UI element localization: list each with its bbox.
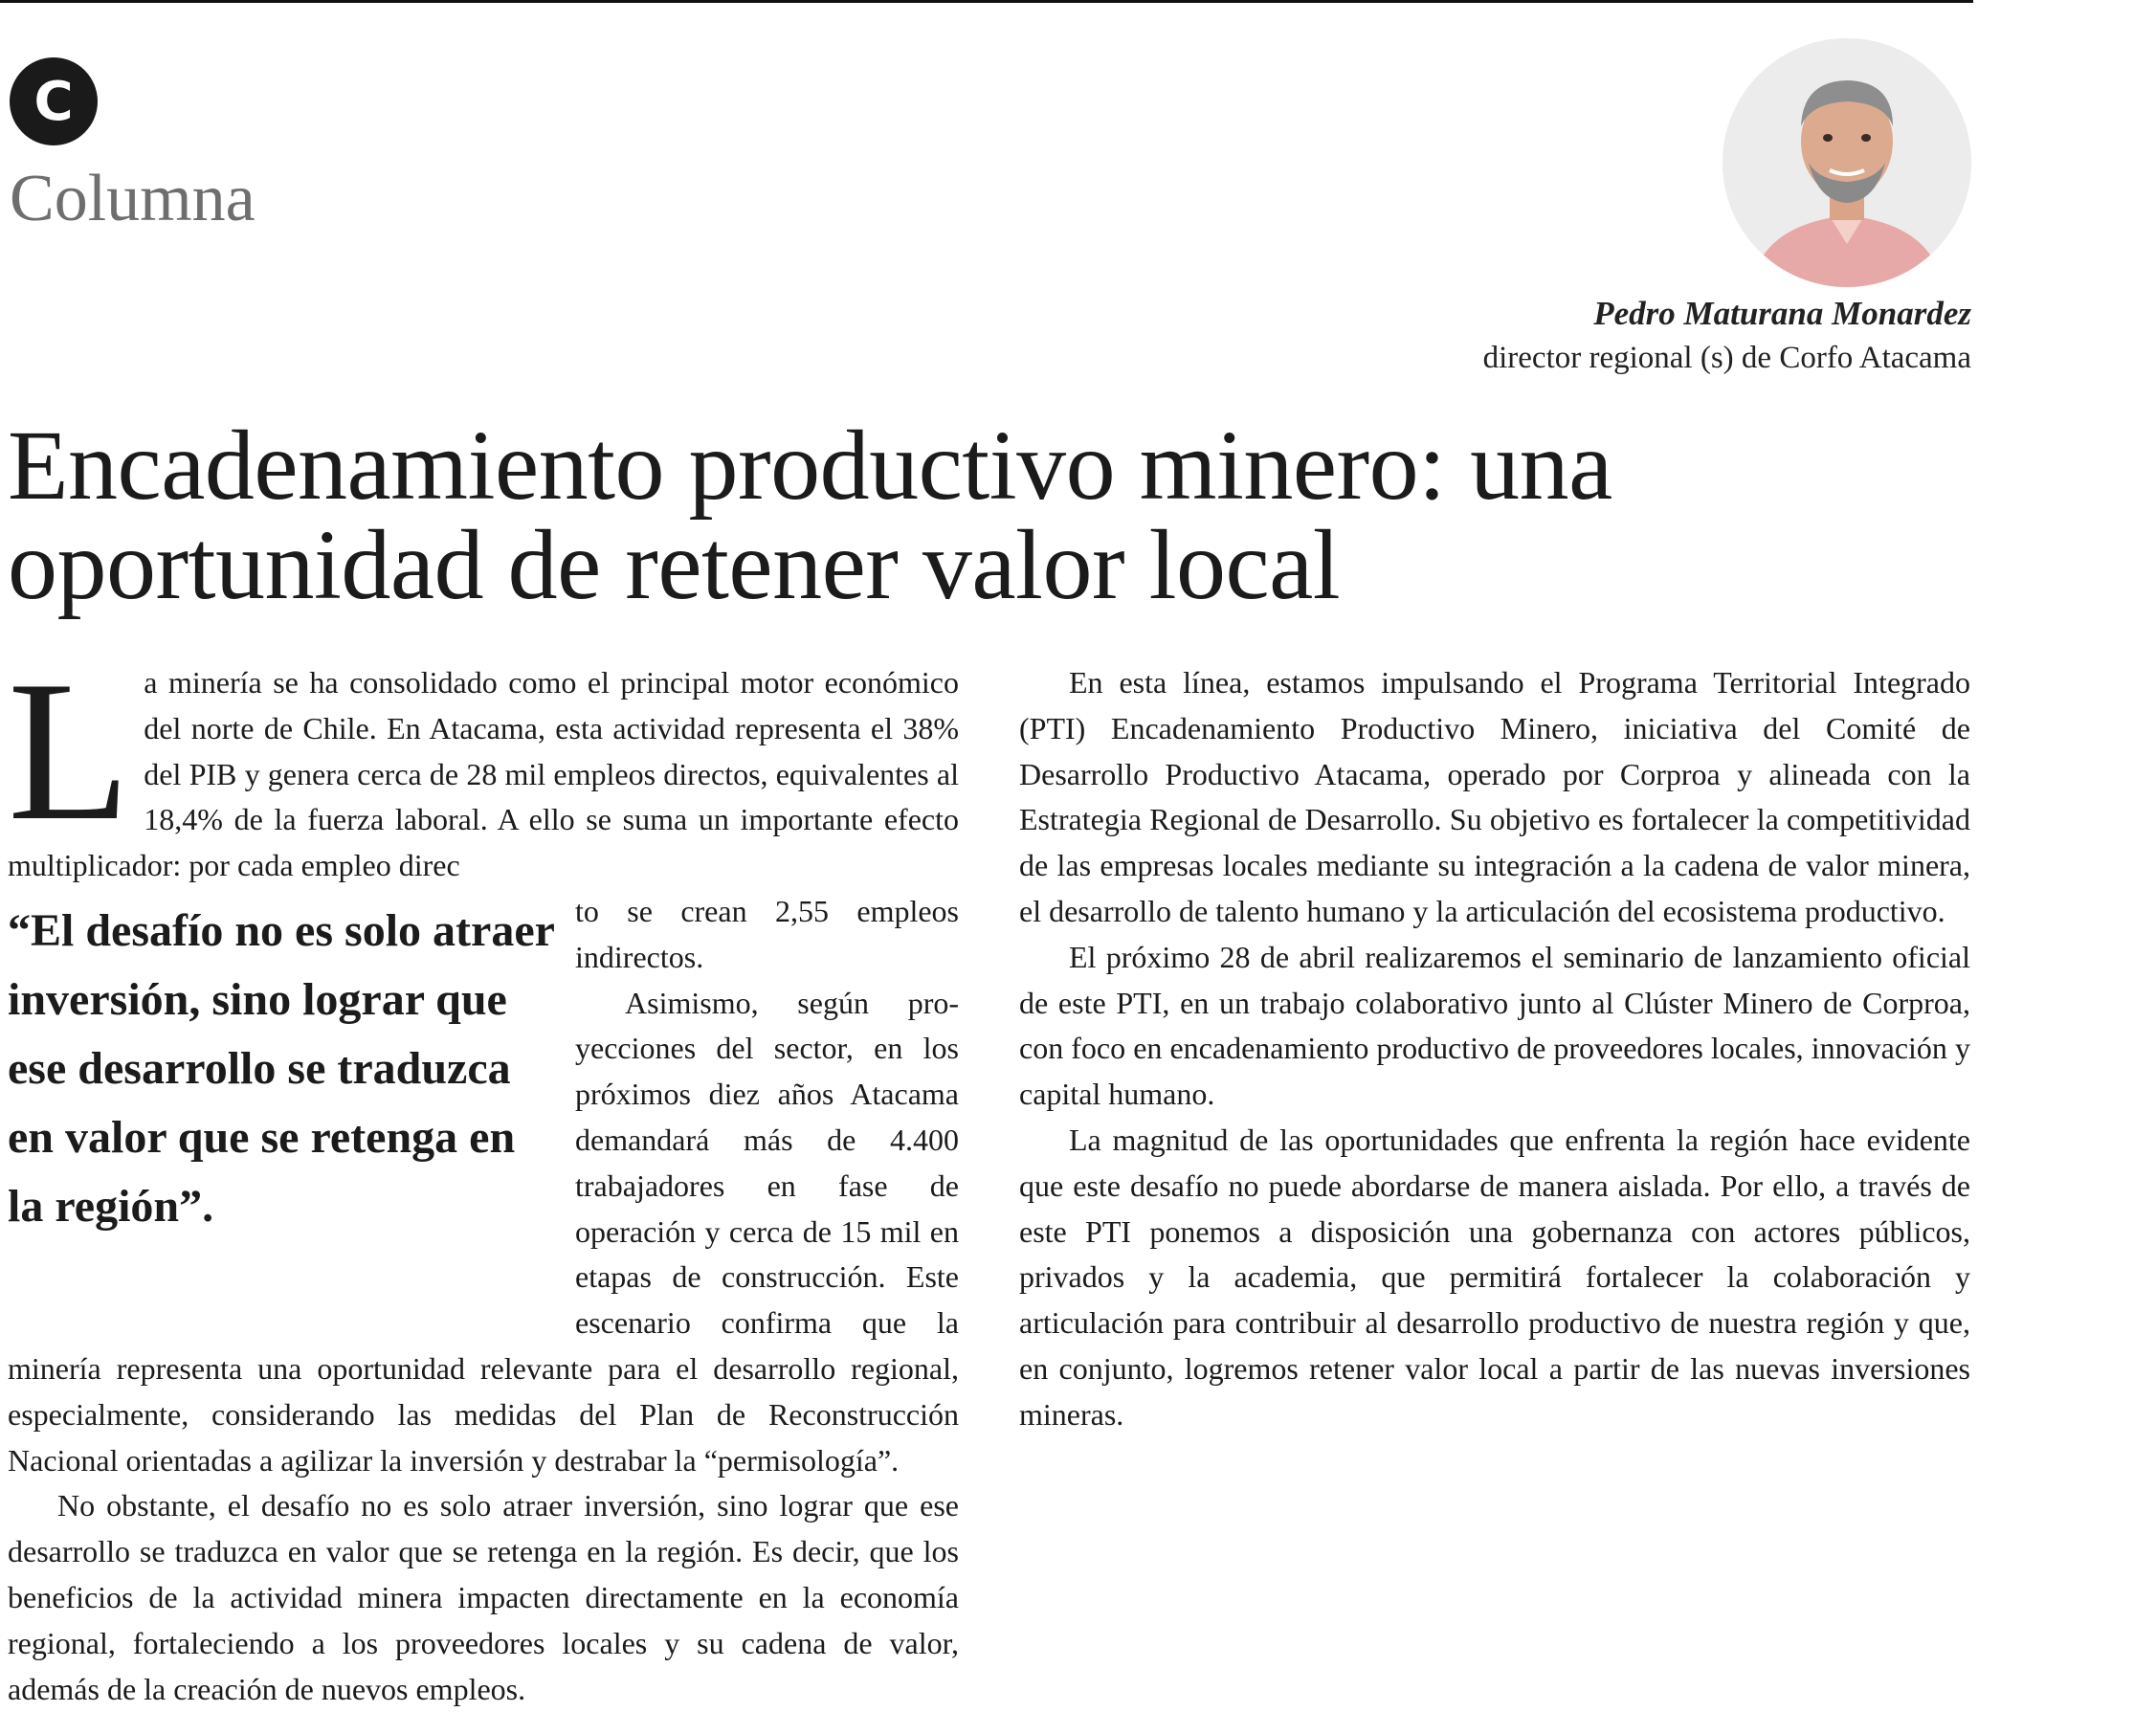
author-byline [1483, 292, 1971, 380]
section-badge-letter: C [33, 70, 74, 133]
article-paragraph-1b: to se crean 2,55 empleos indirectos. [575, 893, 959, 974]
article-paragraph-3: No obstante, el desafío no es solo atraer inversión, sino lograr que ese desarrollo se traduzca en valor que se retenga en la región. Es decir, que los beneficios de la actividad minera impacten directamente en la economía regional, fortaleciendo a los proveedores locales y su cadena de valor, además de la creación de nuevos empleos. [8, 1488, 959, 1706]
section-badge [10, 57, 98, 145]
article-paragraph-4: En esta línea, estamos impulsando el Programa Territorial Integrado (PTI) Encadenamiento Productivo Minero, iniciativa del Comité de Desarrollo Productivo Atacama, operado por Corproa y alineada con la Estrategia Regional de Desarrollo. Su objetivo es fortalecer la competitividad de las empresas locales mediante su integración a la cadena de valor minera, el desarrollo de talento humano y la articulación del ecosistema productivo. [1019, 665, 1970, 928]
author-name: Pedro Maturana Monardez [1593, 295, 1971, 332]
top-rule [0, 0, 1973, 3]
article-paragraph-2: Asimismo, según proyecciones del sector, en los próximos diez años Atacama demandará más de 4.400 trabajadores en fase de operación y cerca de 15 mil en etapas de construcción. Este escenario confirma que la minería representa una oportunidad relevante para el desarrollo regional, especialmente, considerando las medidas del Plan de Reconstrucción Nacional orientadas a agilizar la inversión y destrabar la “permisología”. [8, 985, 959, 1478]
author-portrait [1723, 38, 1971, 287]
article-paragraph-1a-text: a minería se ha consolidado como el principal motor económico del norte de Chile. En Atacama, esta actividad representa el 38% del PIB y genera cerca de 28 mil empleos directos, equivalentes al 18,4% de la fuerza laboral. A ello se suma un importante efecto multiplicador: por cada empleo direc [8, 665, 959, 883]
section-label: Columna [10, 162, 256, 235]
article-paragraph-1a [8, 640, 959, 889]
headline: Encadenamiento productivo minero: una oportunidad de retener valor local [8, 411, 1612, 620]
article-paragraph-6: La magnitud de las oportunidades que enfrenta la región hace evidente que este desafío no puede abordarse de manera aislada. Por ello, a través de este PTI ponemos a disposición una gobernanza con actores públicos, privados y la academia, que permitirá fortalecer la colaboración y articulación para contribuir al desarrollo productivo de nuestra región y que, en conjunto, logremos retener valor local a partir de las nuevas inversiones mineras. [1019, 1122, 1970, 1432]
pull-quote: “El desafío no es solo atraer inversión, sino lograr que ese desarrollo se traduzca en valor que se retenga en la región”. [8, 904, 555, 1232]
article-column-right [1019, 660, 1970, 1438]
article-column-left [8, 640, 959, 1712]
article-paragraph-5: El próximo 28 de abril realizaremos el seminario de lanzamiento oficial de este PTI, en un trabajo colaborativo junto al Clúster Minero de Corproa, con foco en encadenamiento productivo de proveedores locales, innovación y capital humano. [1019, 939, 1970, 1112]
author-portrait-illustration [1723, 38, 1971, 287]
author-role: director regional (s) de Corfo Atacama [1482, 341, 1971, 375]
dropcap: L [8, 640, 131, 862]
